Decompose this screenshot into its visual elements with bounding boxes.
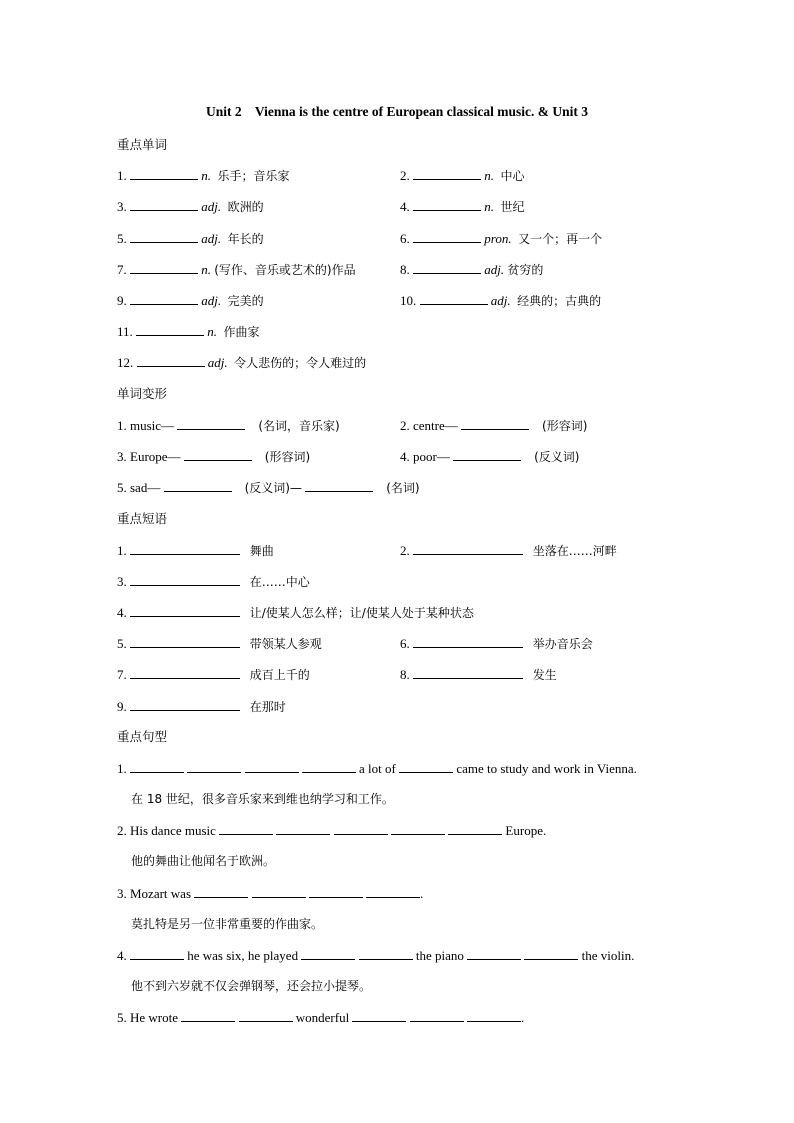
form-item-5: 5. sad— (反义词)— (名词) — [117, 480, 420, 495]
phrase-item-1: 1. 舞曲 — [117, 543, 274, 558]
word-item-4: 4. n. 世纪 — [400, 199, 525, 214]
answer-blank[interactable] — [130, 698, 240, 711]
word-item-8: 8. adj. 贫穷的 — [400, 262, 544, 277]
form-item-3: 3. Europe— (形容词) — [117, 449, 311, 464]
section-heading-sentences: 重点句型 — [117, 729, 168, 744]
answer-blank[interactable] — [391, 822, 445, 835]
answer-blank[interactable] — [245, 760, 299, 773]
answer-blank[interactable] — [136, 323, 204, 336]
answer-blank[interactable] — [467, 1009, 521, 1022]
section-heading-phrases: 重点短语 — [117, 511, 168, 526]
answer-blank[interactable] — [399, 760, 453, 773]
word-item-12: 12. adj. 令人悲伤的；令人难过的 — [117, 355, 367, 370]
answer-blank[interactable] — [187, 760, 241, 773]
answer-blank[interactable] — [130, 261, 198, 274]
answer-blank[interactable] — [130, 167, 198, 180]
answer-blank[interactable] — [184, 448, 252, 461]
sentence-item-3: 3. Mozart was . — [117, 886, 424, 901]
sentence-translation-1: 在 18 世纪，很多音乐家来到维也纳学习和工作。 — [131, 792, 394, 806]
answer-blank[interactable] — [239, 1009, 293, 1022]
answer-blank[interactable] — [413, 230, 481, 243]
answer-blank[interactable] — [413, 542, 523, 555]
phrase-item-8: 8. 发生 — [400, 667, 557, 682]
section-heading-words: 重点单词 — [117, 137, 168, 152]
phrase-item-7: 7. 成百上千的 — [117, 667, 310, 682]
phrase-item-4: 4. 让/使某人怎么样；让/使某人处于某种状态 — [117, 605, 474, 620]
answer-blank[interactable] — [181, 1009, 235, 1022]
answer-blank[interactable] — [467, 947, 521, 960]
answer-blank[interactable] — [461, 417, 529, 430]
answer-blank[interactable] — [413, 635, 523, 648]
answer-blank[interactable] — [276, 822, 330, 835]
answer-blank[interactable] — [219, 822, 273, 835]
answer-blank[interactable] — [410, 1009, 464, 1022]
answer-blank[interactable] — [130, 542, 240, 555]
word-item-5: 5. adj. 年长的 — [117, 231, 264, 246]
phrase-item-2: 2. 坐落在……河畔 — [400, 543, 617, 558]
answer-blank[interactable] — [130, 573, 240, 586]
answer-blank[interactable] — [413, 261, 481, 274]
phrase-item-5: 5. 带领某人参观 — [117, 636, 322, 651]
answer-blank[interactable] — [194, 885, 248, 898]
answer-blank[interactable] — [130, 666, 240, 679]
word-item-1: 1. n. 乐手；音乐家 — [117, 168, 290, 183]
answer-blank[interactable] — [130, 292, 198, 305]
word-item-10: 10. adj. 经典的；古典的 — [400, 293, 602, 308]
answer-blank[interactable] — [130, 230, 198, 243]
answer-blank[interactable] — [448, 822, 502, 835]
sentence-item-4: 4. he was six, he played the piano the violin. — [117, 948, 635, 963]
answer-blank[interactable] — [420, 292, 488, 305]
answer-blank[interactable] — [302, 760, 356, 773]
phrase-item-9: 9. 在那时 — [117, 699, 286, 714]
answer-blank[interactable] — [352, 1009, 406, 1022]
answer-blank[interactable] — [453, 448, 521, 461]
sentence-item-5: 5. He wrote wonderful . — [117, 1010, 525, 1025]
phrase-item-3: 3. 在……中心 — [117, 574, 310, 589]
page-title: Unit 2 Vienna is the centre of European classical music. & Unit 3 — [205, 104, 588, 119]
sentence-item-2: 2. His dance music Europe. — [117, 823, 547, 838]
answer-blank[interactable] — [413, 198, 481, 211]
answer-blank[interactable] — [130, 198, 198, 211]
form-item-2: 2. centre— (形容词) — [400, 418, 588, 433]
form-item-1: 1. music— (名词，音乐家) — [117, 418, 340, 433]
phrase-item-6: 6. 举办音乐会 — [400, 636, 593, 651]
word-item-9: 9. adj. 完美的 — [117, 293, 264, 308]
word-item-11: 11. n. 作曲家 — [117, 324, 260, 339]
section-heading-forms: 单词变形 — [117, 386, 168, 401]
answer-blank[interactable] — [130, 635, 240, 648]
sentence-translation-2: 他的舞曲让他闻名于欧洲。 — [131, 854, 276, 868]
answer-blank[interactable] — [164, 479, 232, 492]
sentence-item-1: 1. a lot of came to study and work in Vienna. — [117, 761, 637, 776]
answer-blank[interactable] — [413, 666, 523, 679]
answer-blank[interactable] — [305, 479, 373, 492]
form-item-4: 4. poor— (反义词) — [400, 449, 580, 464]
answer-blank[interactable] — [130, 947, 184, 960]
answer-blank[interactable] — [177, 417, 245, 430]
word-item-6: 6. pron. 又一个；再一个 — [400, 231, 603, 246]
answer-blank[interactable] — [309, 885, 363, 898]
answer-blank[interactable] — [252, 885, 306, 898]
word-item-3: 3. adj. 欧洲的 — [117, 199, 264, 214]
answer-blank[interactable] — [130, 604, 240, 617]
answer-blank[interactable] — [301, 947, 355, 960]
word-item-2: 2. n. 中心 — [400, 168, 525, 183]
word-item-7: 7. n. (写作、音乐或艺术的)作品 — [117, 262, 356, 277]
sentence-translation-4: 他不到六岁就不仅会弹钢琴，还会拉小提琴。 — [131, 979, 372, 993]
sentence-translation-3: 莫扎特是另一位非常重要的作曲家。 — [131, 917, 324, 931]
answer-blank[interactable] — [137, 354, 205, 367]
answer-blank[interactable] — [130, 760, 184, 773]
answer-blank[interactable] — [334, 822, 388, 835]
answer-blank[interactable] — [359, 947, 413, 960]
answer-blank[interactable] — [524, 947, 578, 960]
answer-blank[interactable] — [413, 167, 481, 180]
answer-blank[interactable] — [366, 885, 420, 898]
